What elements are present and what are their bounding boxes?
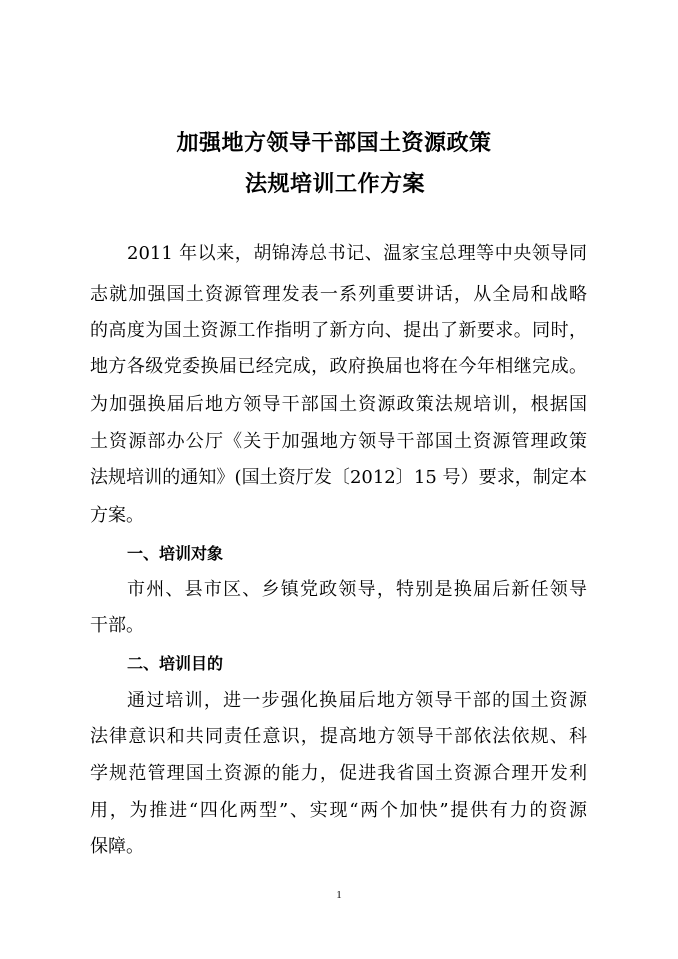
paragraph-line: 法规培训的通知》(国土资厅发〔2012〕15 号）要求，制定本 [90, 467, 587, 488]
paragraph-line: 市州、县市区、乡镇党政领导，特别是换届后新任领导 [127, 579, 587, 600]
paragraph-line: 的高度为国土资源工作指明了新方向、提出了新要求。同时， [90, 320, 587, 341]
paragraph-line: 方案。 [90, 505, 144, 526]
section-heading-training-targets: 一、培训对象 [127, 544, 224, 563]
paragraph-line: 学规范管理国土资源的能力，促进我省国土资源合理开发利 [90, 763, 587, 784]
section-heading-training-purpose: 二、培训目的 [127, 654, 224, 673]
paragraph-line: 2011 年以来，胡锦涛总书记、温家宝总理等中央领导同 [127, 243, 587, 264]
paragraph-line: 为加强换届后地方领导干部国土资源政策法规培训，根据国 [90, 394, 587, 415]
paragraph-line: 法律意识和共同责任意识，提高地方领导干部依法依规、科 [90, 726, 587, 747]
paragraph-line: 保障。 [90, 836, 144, 857]
paragraph-line: 地方各级党委换届已经完成，政府换届也将在今年相继完成。 [90, 356, 587, 377]
paragraph-line: 志就加强国土资源管理发表一系列重要讲话，从全局和战略 [90, 284, 587, 305]
paragraph-line: 土资源部办公厅《关于加强地方领导干部国土资源管理政策 [90, 431, 587, 452]
paragraph-line: 通过培训，进一步强化换届后地方领导干部的国土资源 [127, 690, 587, 711]
document-title-line-2: 法规培训工作方案 [244, 172, 425, 197]
page-number: 1 [336, 889, 342, 901]
paragraph-line: 用，为推进“四化两型”、实现“两个加快”提供有力的资源 [90, 800, 587, 821]
paragraph-line: 干部。 [90, 615, 144, 636]
document-title-line-1: 加强地方领导干部国土资源政策 [176, 131, 492, 156]
